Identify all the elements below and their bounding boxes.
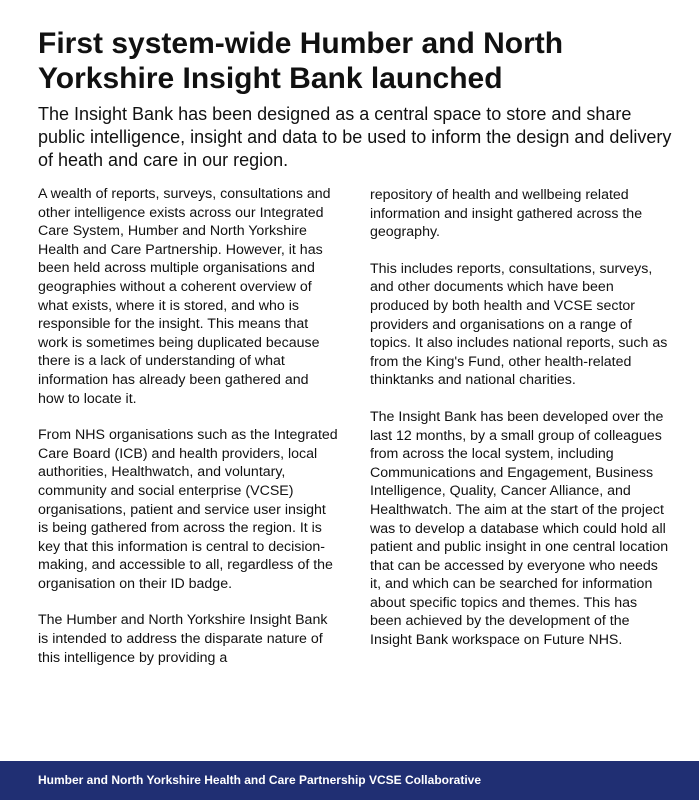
body-paragraph: This includes reports, consultations, surveys, and other documents which have been produced by both health and VCSE sector providers and organisations on a range of topics. It also includes national reports, such as from the King's Fund, other health-related thinktanks and national charities. (370, 260, 668, 389)
footer-text: Humber and North Yorkshire Health and Care Partnership VCSE Collaborative (38, 773, 481, 787)
body-paragraph: From NHS organisations such as the Integrated Care Board (ICB) and health providers, local authorities, Healthwatch, and voluntary, community and social enterprise (VCSE) organisations, patient and service user insight is being gathered from across the region. It is key that this information is central to decision-making, and accessible to all, regardless of the organisation on their ID badge. (38, 427, 338, 592)
body-paragraph: A wealth of reports, surveys, consultations and other intelligence exists across our Integrated Care System, Humber and North Yorkshire Health and Care Partnership. However, it has been held across multiple organisations and geographies without a coherent overview of what exists, where it is stored, and who is responsible for the insight. This means that work is sometimes being duplicated because there is a lack of understanding of what information has already been gathered and how to locate it. (38, 186, 331, 407)
body-paragraph: The Humber and North Yorkshire Insight Bank is intended to address the disparate nature of this intelligence by providing a (38, 612, 328, 666)
right-column (370, 186, 670, 668)
body-paragraph: The Insight Bank has been developed over the last 12 months, by a small group of colleagues from across the local system, including Communications and Engagement, Business Intelligence, Quality, Cancer Alliance, and Healthwatch. The aim at the start of the project was to develop a database which could hold all patient and public insight in one central location that can be accessed by everyone who needs it, and which can be searched for information about specific topics and themes. This has been achieved by the development of the Insight Bank workspace on Future NHS. (370, 408, 669, 649)
article-lead: The Insight Bank has been designed as a central space to store and share public intelligence, insight and data to be used to inform the design and delivery of heath and care in our region. (38, 104, 672, 170)
article-title: First system-wide Humber and North Yorkshire Insight Bank launched (38, 27, 564, 95)
body-paragraph: repository of health and wellbeing related information and insight gathered across the geography. (370, 187, 643, 241)
left-column (38, 185, 338, 685)
footer-bar (0, 761, 699, 800)
